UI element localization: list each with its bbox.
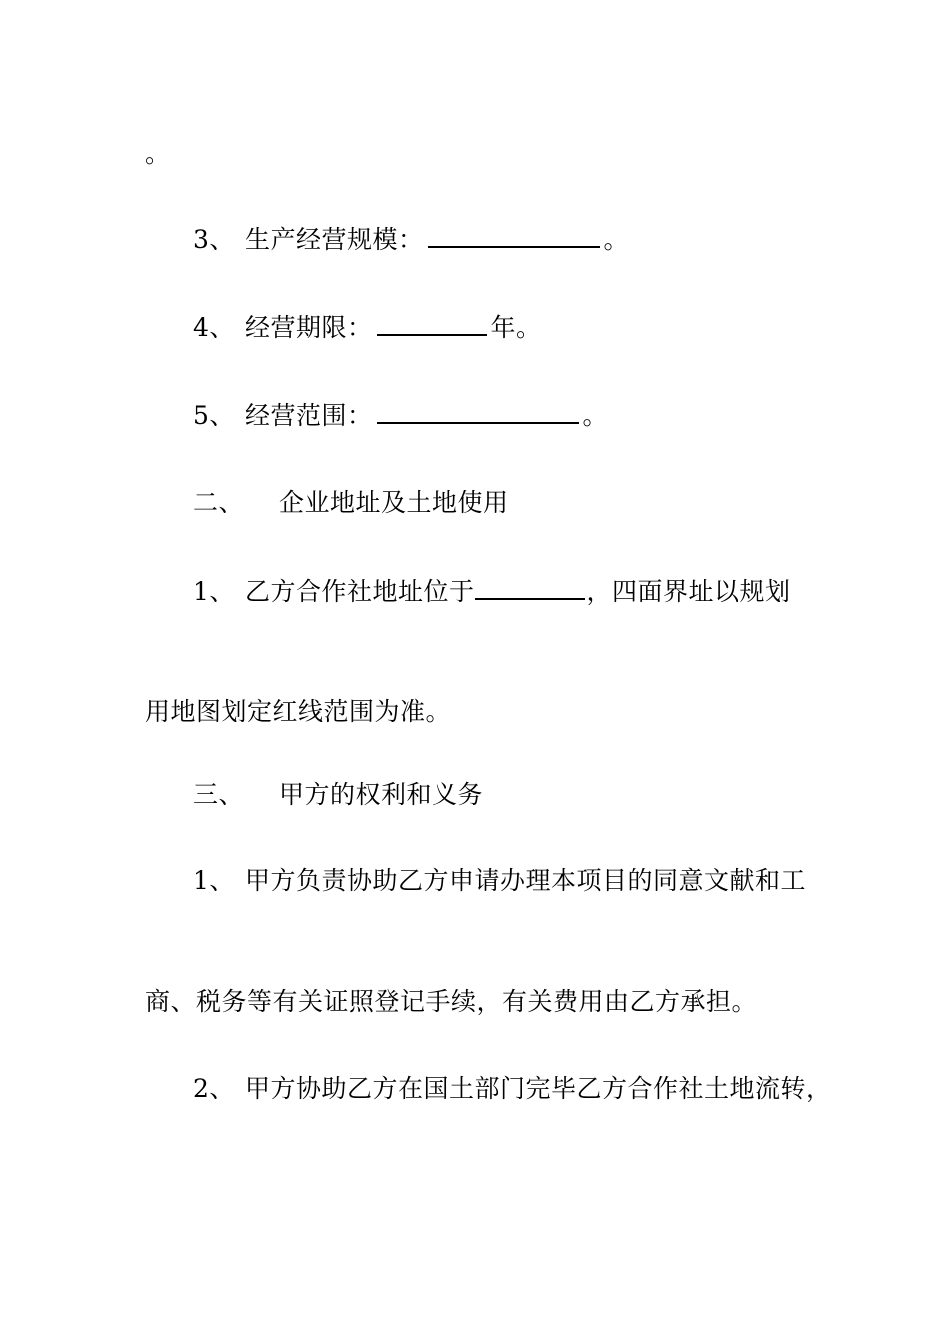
section-title: 甲方的权利和义务 <box>279 780 484 809</box>
clause-text: 甲方负责协助乙方申请办理本项目的同意文献和工 <box>245 866 807 895</box>
clause-label: 经营范围： <box>245 401 373 430</box>
section-heading-address <box>193 487 509 519</box>
clause-number: 1、 <box>193 577 235 606</box>
fill-in-blank <box>475 574 585 600</box>
clause-number: 5、 <box>193 401 235 430</box>
clause-suffix: 年。 <box>490 313 542 342</box>
clause-number: 4、 <box>193 313 235 342</box>
paragraph-text: 。 <box>145 139 171 168</box>
clause-business-scope <box>193 398 608 432</box>
clause-production-scale <box>193 222 629 256</box>
section-number: 二、 <box>193 488 245 517</box>
clause-suffix: 。 <box>582 401 609 430</box>
clause-number: 1、 <box>193 866 235 895</box>
clause-label: 经营期限： <box>245 313 373 342</box>
clause-land-transfer <box>193 1073 832 1105</box>
clause-address <box>193 574 791 608</box>
paragraph-text: 用地图划定红线范围为准。 <box>145 697 452 726</box>
paragraph-continuation <box>145 986 757 1018</box>
clause-suffix: ，四面界址以规划 <box>586 577 791 606</box>
clause-approval-assist <box>193 865 806 897</box>
fill-in-blank <box>377 398 579 424</box>
paragraph-text: 商、税务等有关证照登记手续，有关费用由乙方承担。 <box>145 987 758 1016</box>
clause-number: 2、 <box>193 1074 235 1103</box>
section-number: 三、 <box>193 780 245 809</box>
clause-label: 生产经营规模： <box>245 225 424 254</box>
paragraph-continuation <box>145 696 451 728</box>
fill-in-blank <box>428 222 600 248</box>
clause-label: 乙方合作社地址位于 <box>245 577 475 606</box>
section-title: 企业地址及土地使用 <box>279 488 509 517</box>
paragraph-fragment <box>145 138 171 170</box>
clause-text: 甲方协助乙方在国土部门完毕乙方合作社土地流转， <box>245 1074 832 1103</box>
clause-suffix: 。 <box>603 225 630 254</box>
fill-in-blank <box>377 310 487 336</box>
section-heading-rights <box>193 779 483 811</box>
clause-operating-term <box>193 310 542 344</box>
clause-number: 3、 <box>193 225 235 254</box>
